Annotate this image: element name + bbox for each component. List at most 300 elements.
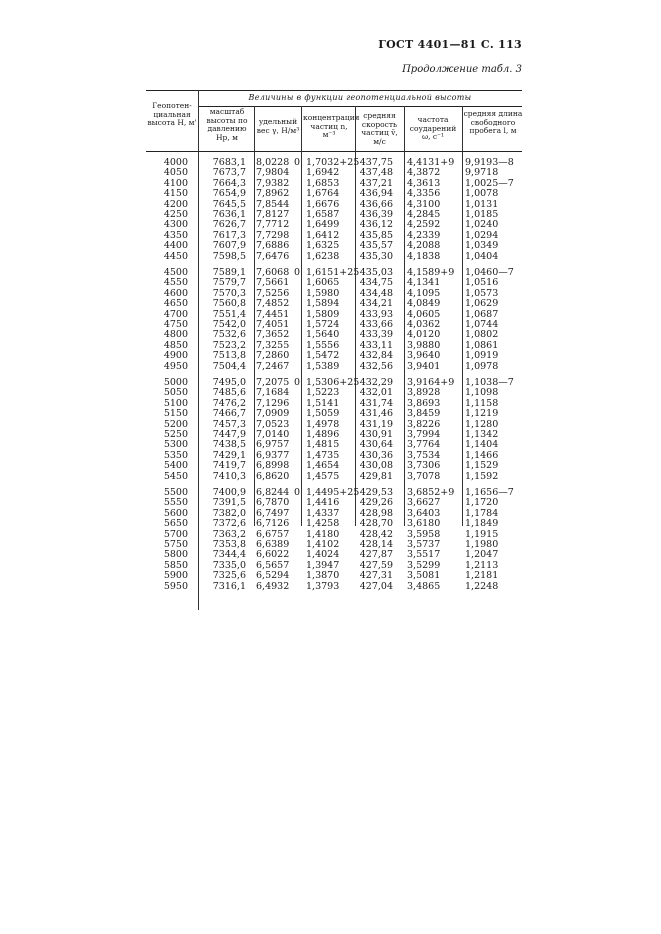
cell-concentration: 1,4416 [306,497,340,509]
cell-collision-frequency: 4,0605 [407,308,441,320]
cell-mean-free-path: 1,1404 [465,439,499,451]
cell-concentration: 1,5306+25 [306,377,360,388]
cell-scale-height: 7664,3 [212,177,246,189]
cell-specific-weight: 7,8127 [256,209,290,220]
cell-scale-height: 7673,7 [212,167,246,179]
cell-specific-weight: 7,4051 [256,319,290,330]
cell-mean-free-path: 1,0573 [465,287,499,299]
cell-collision-frequency: 3,6180 [407,518,441,530]
cell-collision-frequency: 3,8693 [407,397,441,409]
cell-mean-free-path: 1,0131 [465,198,499,210]
cell-scale-height: 7429,1 [212,449,246,461]
column-header-concentration: концентрация частиц n, м⁻³ [303,113,360,139]
cell-exponent: 0 [293,487,300,498]
cell-specific-weight: 6,7870 [256,497,290,509]
cell-scale-height: 7589,1 [212,267,246,278]
cell-collision-frequency: 4,1838 [407,250,441,262]
cell-specific-weight: 7,6886 [256,240,290,252]
cell-mean-speed: 429,26 [359,497,393,509]
cell-scale-height: 7607,9 [212,240,246,252]
cell-concentration: 1,4024 [306,549,340,561]
cell-scale-height: 7353,8 [212,539,246,550]
cell-height: 5300 [163,439,188,451]
cell-mean-speed: 428,70 [359,518,393,530]
cell-mean-free-path: 1,1656—7 [465,487,514,498]
cell-specific-weight: 7,2860 [256,350,290,362]
cell-scale-height: 7636,1 [212,209,246,220]
cell-collision-frequency: 4,3613 [407,177,441,189]
cell-concentration: 1,4654 [306,460,340,472]
cell-scale-height: 7645,5 [212,198,246,210]
cell-height: 4650 [163,298,188,310]
cell-mean-speed: 433,66 [359,319,393,330]
cell-mean-free-path: 1,0240 [465,219,499,231]
cell-specific-weight: 6,8244 [256,487,290,498]
cell-mean-speed: 437,75 [359,157,393,168]
cell-mean-speed: 427,31 [359,570,393,582]
cell-scale-height: 7438,5 [212,439,246,451]
cell-scale-height: 7419,7 [212,460,246,472]
cell-collision-frequency: 4,1589+9 [407,267,455,278]
cell-scale-height: 7335,0 [212,559,246,571]
cell-scale-height: 7391,5 [212,497,246,509]
cell-scale-height: 7466,7 [212,408,246,420]
cell-concentration: 1,4896 [306,429,340,440]
column-header-mean-free-path: средняя длина свободного пробега l, м [463,109,523,135]
cell-mean-free-path: 1,0919 [465,350,499,362]
cell-height: 5900 [163,570,188,582]
cell-collision-frequency: 3,8459 [407,408,441,420]
cell-collision-frequency: 4,2339 [407,229,441,241]
cell-mean-free-path: 1,1980 [465,539,499,550]
cell-specific-weight: 7,2075 [256,377,290,388]
cell-height: 4800 [163,329,188,341]
cell-mean-free-path: 1,1342 [465,429,499,440]
cell-scale-height: 7382,0 [212,507,246,519]
cell-collision-frequency: 4,1341 [407,277,441,289]
cell-concentration: 1,3870 [306,570,340,582]
cell-specific-weight: 7,4852 [256,298,290,310]
cell-scale-height: 7626,7 [212,219,246,231]
cell-concentration: 1,6151+25 [306,267,360,278]
cell-mean-speed: 427,59 [359,559,393,571]
cell-mean-speed: 435,57 [359,240,393,252]
cell-height: 4050 [163,167,188,179]
cell-concentration: 1,5894 [306,298,340,310]
table-continuation-label: Продолжение табл. 3 [402,64,522,75]
cell-concentration: 1,3793 [306,580,340,592]
cell-mean-speed: 433,93 [359,308,393,320]
group-header-rule [198,106,522,107]
cell-scale-height: 7363,2 [212,528,246,540]
cell-scale-height: 7654,9 [212,188,246,200]
cell-specific-weight: 6,5657 [256,559,290,571]
column-header-height: Геопотен-циальная высота H, м' [147,101,197,127]
cell-height: 4150 [163,188,188,200]
cell-height: 4250 [163,209,188,220]
cell-concentration: 1,4575 [306,470,340,482]
cell-collision-frequency: 3,8226 [407,418,441,430]
cell-mean-speed: 433,11 [359,339,393,351]
cell-mean-free-path: 1,0802 [465,329,499,341]
cell-height: 4500 [163,267,188,278]
cell-scale-height: 7447,9 [212,429,246,440]
cell-specific-weight: 7,7298 [256,229,290,241]
cell-scale-height: 7551,4 [212,308,246,320]
cell-concentration: 1,4258 [306,518,340,530]
cell-mean-speed: 432,01 [359,387,393,399]
cell-scale-height: 7316,1 [212,580,246,592]
cell-mean-speed: 431,46 [359,408,393,420]
cell-height: 4600 [163,287,188,299]
cell-scale-height: 7542,0 [212,319,246,330]
cell-collision-frequency: 3,7078 [407,470,441,482]
cell-concentration: 1,6676 [306,198,340,210]
cell-collision-frequency: 4,3100 [407,198,441,210]
cell-mean-speed: 428,14 [359,539,393,550]
cell-scale-height: 7579,7 [212,277,246,289]
cell-specific-weight: 7,9804 [256,167,290,179]
cell-mean-speed: 432,29 [359,377,393,388]
table-row [146,252,522,262]
cell-height: 5850 [163,559,188,571]
cell-height: 4350 [163,229,188,241]
cell-height: 5400 [163,460,188,472]
cell-exponent: 0 [293,377,300,388]
cell-mean-free-path: 1,0078 [465,188,499,200]
cell-mean-free-path: 1,0687 [465,308,499,320]
cell-mean-speed: 428,98 [359,507,393,519]
cell-concentration: 1,4815 [306,439,340,451]
cell-mean-free-path: 1,1280 [465,418,499,430]
cell-concentration: 1,6942 [306,167,340,179]
cell-mean-speed: 436,12 [359,219,393,231]
cell-height: 5950 [163,580,188,592]
cell-specific-weight: 7,8544 [256,198,290,210]
cell-specific-weight: 6,9377 [256,449,290,461]
cell-exponent: 0 [293,157,300,168]
cell-mean-free-path: 1,1784 [465,507,499,519]
cell-mean-speed: 434,75 [359,277,393,289]
cell-mean-speed: 436,66 [359,198,393,210]
cell-height: 5800 [163,549,188,561]
cell-mean-speed: 437,21 [359,177,393,189]
cell-height: 5150 [163,408,188,420]
cell-mean-speed: 432,56 [359,360,393,372]
column-header-specific-weight: удельный вес γ, Н/м³ [256,117,300,135]
cell-mean-speed: 437,48 [359,167,393,179]
cell-collision-frequency: 3,5737 [407,539,441,550]
cell-collision-frequency: 3,6403 [407,507,441,519]
column-header-scale-height: масштаб высоты по давлению Hp, м [206,107,248,142]
cell-specific-weight: 7,8962 [256,188,290,200]
cell-collision-frequency: 4,2845 [407,209,441,220]
cell-collision-frequency: 3,9401 [407,360,441,372]
cell-height: 5100 [163,397,188,409]
cell-mean-free-path: 1,1158 [465,397,499,409]
cell-mean-free-path: 1,0744 [465,319,499,330]
cell-height: 4400 [163,240,188,252]
cell-specific-weight: 7,7712 [256,219,290,231]
cell-concentration: 1,4735 [306,449,340,461]
cell-mean-free-path: 1,1529 [465,460,499,472]
cell-mean-free-path: 1,1466 [465,449,499,461]
cell-height: 5750 [163,539,188,550]
cell-height: 4900 [163,350,188,362]
cell-collision-frequency: 4,3356 [407,188,441,200]
cell-specific-weight: 7,0140 [256,429,290,440]
cell-mean-speed: 430,08 [359,460,393,472]
cell-mean-speed: 427,87 [359,549,393,561]
cell-concentration: 1,5141 [306,397,340,409]
cell-specific-weight: 7,4451 [256,308,290,320]
cell-mean-free-path: 1,0404 [465,250,499,262]
cell-specific-weight: 7,6068 [256,267,290,278]
cell-mean-speed: 430,36 [359,449,393,461]
column-header-collision-frequency: частота соударений ω, с⁻¹ [409,115,457,141]
cell-scale-height: 7683,1 [212,157,246,168]
cell-collision-frequency: 3,5958 [407,528,441,540]
cell-collision-frequency: 4,2592 [407,219,441,231]
cell-specific-weight: 7,3652 [256,329,290,341]
cell-specific-weight: 7,0523 [256,418,290,430]
column-header-mean-speed: средняя скорость частиц v̄, м/с [361,111,398,146]
cell-specific-weight: 7,0909 [256,408,290,420]
cell-concentration: 1,4337 [306,507,340,519]
cell-scale-height: 7504,4 [212,360,246,372]
cell-mean-free-path: 1,0978 [465,360,499,372]
cell-mean-speed: 436,94 [359,188,393,200]
cell-concentration: 1,6325 [306,240,340,252]
cell-mean-free-path: 1,0349 [465,240,499,252]
cell-concentration: 1,6853 [306,177,340,189]
cell-mean-speed: 427,04 [359,580,393,592]
cell-specific-weight: 6,6389 [256,539,290,550]
cell-height: 4700 [163,308,188,320]
cell-concentration: 1,5640 [306,329,340,341]
cell-concentration: 1,3947 [306,559,340,571]
cell-scale-height: 7372,6 [212,518,246,530]
cell-specific-weight: 8,0228 [256,157,290,168]
cell-concentration: 1,6499 [306,219,340,231]
cell-mean-free-path: 1,1720 [465,497,499,509]
cell-mean-speed: 435,30 [359,250,393,262]
cell-mean-speed: 430,64 [359,439,393,451]
cell-concentration: 1,6412 [306,229,340,241]
cell-mean-free-path: 1,0025—7 [465,177,514,189]
cell-scale-height: 7400,9 [212,487,246,498]
cell-height: 5450 [163,470,188,482]
cell-specific-weight: 7,5256 [256,287,290,299]
cell-mean-speed: 429,53 [359,487,393,498]
cell-mean-free-path: 1,2113 [465,559,499,571]
cell-collision-frequency: 3,5081 [407,570,441,582]
cell-mean-speed: 430,91 [359,429,393,440]
cell-specific-weight: 7,5661 [256,277,290,289]
cell-scale-height: 7617,3 [212,229,246,241]
cell-collision-frequency: 3,4865 [407,580,441,592]
cell-specific-weight: 7,1684 [256,387,290,399]
cell-scale-height: 7560,8 [212,298,246,310]
cell-concentration: 1,7032+25 [306,157,360,168]
cell-collision-frequency: 3,9640 [407,350,441,362]
cell-exponent: 0 [293,267,300,278]
cell-mean-speed: 434,21 [359,298,393,310]
cell-collision-frequency: 4,0849 [407,298,441,310]
cell-specific-weight: 6,8620 [256,470,290,482]
page-header: ГОСТ 4401—81 С. 113 [378,38,522,51]
cell-specific-weight: 6,5294 [256,570,290,582]
table-row [146,472,522,482]
cell-scale-height: 7513,8 [212,350,246,362]
cell-specific-weight: 6,6022 [256,549,290,561]
cell-scale-height: 7325,6 [212,570,246,582]
cell-mean-speed: 434,48 [359,287,393,299]
cell-height: 4000 [163,157,188,168]
cell-height: 5350 [163,449,188,461]
cell-concentration: 1,5389 [306,360,340,372]
cell-mean-free-path: 1,1592 [465,470,499,482]
cell-concentration: 1,4102 [306,539,340,550]
cell-concentration: 1,4180 [306,528,340,540]
cell-height: 5000 [163,377,188,388]
cell-concentration: 1,6764 [306,188,340,200]
cell-specific-weight: 7,9382 [256,177,290,189]
cell-mean-free-path: 9,9193—8 [465,157,514,168]
cell-height: 5550 [163,497,188,509]
cell-collision-frequency: 4,1095 [407,287,441,299]
cell-scale-height: 7495,0 [212,377,246,388]
cell-mean-free-path: 1,1219 [465,408,499,420]
cell-specific-weight: 6,6757 [256,528,290,540]
cell-collision-frequency: 3,7534 [407,449,441,461]
group-header: Величины в функции геопотенциальной высоты [248,93,472,102]
cell-mean-free-path: 1,0294 [465,229,499,241]
cell-scale-height: 7457,3 [212,418,246,430]
cell-mean-free-path: 1,0629 [465,298,499,310]
cell-collision-frequency: 3,9880 [407,339,441,351]
cell-specific-weight: 6,7126 [256,518,290,530]
cell-mean-speed: 435,85 [359,229,393,241]
cell-collision-frequency: 3,6852+9 [407,487,455,498]
cell-mean-speed: 431,19 [359,418,393,430]
cell-mean-free-path: 9,9718 [465,167,499,179]
table-row [146,582,522,592]
cell-collision-frequency: 4,3872 [407,167,441,179]
cell-collision-frequency: 3,5299 [407,559,441,571]
cell-mean-free-path: 1,1915 [465,528,499,540]
cell-height: 4300 [163,219,188,231]
cell-scale-height: 7523,2 [212,339,246,351]
cell-concentration: 1,4495+25 [306,487,360,498]
cell-mean-speed: 432,84 [359,350,393,362]
cell-scale-height: 7532,6 [212,329,246,341]
cell-concentration: 1,5059 [306,408,340,420]
cell-concentration: 1,5556 [306,339,340,351]
cell-mean-free-path: 1,2248 [465,580,499,592]
cell-mean-free-path: 1,0861 [465,339,499,351]
cell-mean-free-path: 1,2047 [465,549,499,561]
cell-specific-weight: 6,4932 [256,580,290,592]
cell-mean-free-path: 1,0460—7 [465,267,514,278]
cell-mean-free-path: 1,1098 [465,387,499,399]
cell-scale-height: 7485,6 [212,387,246,399]
cell-collision-frequency: 4,0120 [407,329,441,341]
cell-scale-height: 7570,3 [212,287,246,299]
cell-concentration: 1,6238 [306,250,340,262]
cell-collision-frequency: 4,0362 [407,319,441,330]
cell-collision-frequency: 3,8928 [407,387,441,399]
cell-collision-frequency: 3,9164+9 [407,377,455,388]
cell-specific-weight: 6,9757 [256,439,290,451]
cell-collision-frequency: 3,7764 [407,439,441,451]
cell-mean-speed: 436,39 [359,209,393,220]
cell-collision-frequency: 3,7994 [407,429,441,440]
cell-concentration: 1,6065 [306,277,340,289]
cell-height: 5200 [163,418,188,430]
cell-concentration: 1,5724 [306,319,340,330]
cell-height: 5500 [163,487,188,498]
cell-height: 4450 [163,250,188,262]
cell-height: 4750 [163,319,188,330]
cell-specific-weight: 6,7497 [256,507,290,519]
cell-scale-height: 7598,5 [212,250,246,262]
cell-specific-weight: 7,6476 [256,250,290,262]
cell-height: 5650 [163,518,188,530]
cell-height: 4950 [163,360,188,372]
cell-height: 5600 [163,507,188,519]
cell-concentration: 1,5809 [306,308,340,320]
cell-mean-speed: 428,42 [359,528,393,540]
cell-specific-weight: 7,3255 [256,339,290,351]
cell-mean-speed: 435,03 [359,267,393,278]
cell-height: 5050 [163,387,188,399]
cell-concentration: 1,5472 [306,350,340,362]
cell-mean-free-path: 1,2181 [465,570,499,582]
cell-mean-free-path: 1,0185 [465,209,499,220]
cell-concentration: 1,5223 [306,387,340,399]
cell-height: 4550 [163,277,188,289]
cell-collision-frequency: 3,5517 [407,549,441,561]
cell-mean-free-path: 1,1849 [465,518,499,530]
cell-mean-free-path: 1,1038—7 [465,377,514,388]
data-table [146,90,522,610]
cell-collision-frequency: 3,7306 [407,460,441,472]
cell-height: 4200 [163,198,188,210]
cell-specific-weight: 6,8998 [256,460,290,472]
header-bottom-rule [146,151,522,152]
table-top-rule [146,90,522,91]
cell-concentration: 1,6587 [306,209,340,220]
cell-scale-height: 7344,4 [212,549,246,561]
cell-height: 4850 [163,339,188,351]
cell-specific-weight: 7,2467 [256,360,290,372]
cell-scale-height: 7476,2 [212,397,246,409]
cell-height: 5700 [163,528,188,540]
table-row [146,362,522,372]
cell-mean-speed: 429,81 [359,470,393,482]
cell-specific-weight: 7,1296 [256,397,290,409]
cell-concentration: 1,5980 [306,287,340,299]
cell-mean-free-path: 1,0516 [465,277,499,289]
cell-collision-frequency: 4,4131+9 [407,157,455,168]
cell-scale-height: 7410,3 [212,470,246,482]
cell-height: 4100 [163,177,188,189]
cell-collision-frequency: 3,6627 [407,497,441,509]
cell-concentration: 1,4978 [306,418,340,430]
cell-height: 5250 [163,429,188,440]
cell-mean-speed: 431,74 [359,397,393,409]
